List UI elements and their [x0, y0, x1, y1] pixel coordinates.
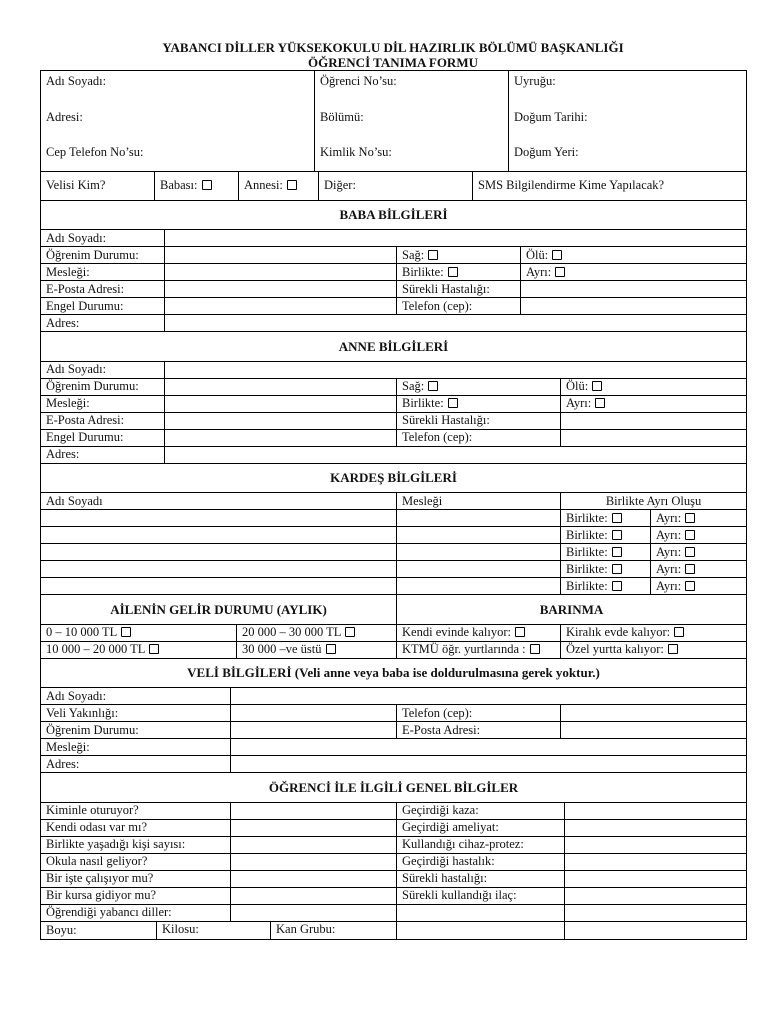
checkbox[interactable]: [612, 547, 622, 557]
checkbox[interactable]: [326, 644, 336, 654]
mother-email-field[interactable]: [165, 412, 397, 429]
guardian-address-field[interactable]: [231, 756, 747, 773]
housing-rented-option[interactable]: Kiralık evde kalıyor:: [561, 624, 747, 641]
income-option-10000-20000[interactable]: 10 000 – 20 000 TL: [41, 641, 237, 658]
commute-label: Okula nasıl geliyor?: [41, 853, 231, 870]
housing-private-dorm-option[interactable]: Özel yurtta kalıyor:: [561, 641, 747, 658]
checkbox[interactable]: [668, 644, 678, 654]
table-row: [41, 561, 747, 578]
mother-job-field[interactable]: [165, 395, 397, 412]
father-phone-label: Telefon (cep):: [397, 298, 521, 315]
sibling-separate-option[interactable]: Ayrı:: [651, 527, 747, 544]
guardian-other-field[interactable]: Diğer:: [319, 172, 473, 200]
past-illness-label: Geçirdiği hastalık:: [397, 853, 565, 870]
student-name-label: Adı Soyadı:: [46, 74, 107, 88]
chronic-illness-label: Sürekli hastalığı:: [397, 870, 565, 887]
mother-alive-option[interactable]: Sağ:: [397, 378, 561, 395]
mother-education-field[interactable]: [165, 378, 397, 395]
sibling-name-field[interactable]: [41, 561, 397, 578]
guardian-name-field[interactable]: [231, 688, 747, 705]
sibling-job-field[interactable]: [397, 527, 561, 544]
father-disability-label: Engel Durumu:: [41, 298, 165, 315]
mother-address-label: Adres:: [41, 446, 165, 463]
mother-separate-option[interactable]: Ayrı:: [561, 395, 747, 412]
checkbox[interactable]: [552, 250, 562, 260]
student-id-number-label: Kimlik No’su:: [320, 145, 392, 159]
extra-field[interactable]: [565, 921, 747, 939]
checkbox[interactable]: [428, 250, 438, 260]
sibling-job-field[interactable]: [397, 544, 561, 561]
checkbox[interactable]: [592, 381, 602, 391]
checkbox[interactable]: [612, 581, 622, 591]
mother-deceased-option[interactable]: Ölü:: [561, 378, 747, 395]
form-title: ÖĞRENCİ TANIMA FORMU: [308, 55, 478, 70]
identity-col-1[interactable]: [41, 71, 315, 172]
extra-field[interactable]: [565, 904, 747, 921]
checkbox[interactable]: [674, 627, 684, 637]
table-row: [41, 544, 747, 561]
checkbox[interactable]: [448, 398, 458, 408]
mother-section-header: ANNE BİLGİLERİ: [41, 332, 747, 361]
mother-phone-label: Telefon (cep):: [397, 429, 561, 446]
guardian-info-table: [40, 659, 747, 774]
father-address-label: Adres:: [41, 315, 165, 332]
height-field[interactable]: Boyu:: [41, 921, 157, 939]
student-department-label: Bölümü:: [320, 109, 364, 124]
checkbox[interactable]: [448, 267, 458, 277]
general-info-table: [40, 773, 747, 940]
checkbox[interactable]: [149, 644, 159, 654]
guardian-education-label: Öğrenim Durumu:: [41, 722, 231, 739]
sibling-together-option[interactable]: Birlikte:: [561, 527, 651, 544]
lives-with-field[interactable]: [231, 802, 397, 819]
father-email-field[interactable]: [165, 281, 397, 298]
sibling-job-column-header: Mesleği: [397, 493, 561, 510]
form-page: [40, 40, 746, 940]
sibling-separate-option[interactable]: Ayrı:: [651, 578, 747, 595]
income-option-30000-plus[interactable]: 30 000 –ve üstü: [237, 641, 397, 658]
accident-field[interactable]: [565, 802, 747, 819]
mother-chronic-field[interactable]: [561, 412, 747, 429]
student-address-label: Adresi:: [46, 109, 83, 124]
mother-info-table: [40, 332, 747, 464]
guardian-select-table: [40, 172, 747, 201]
weight-bloodtype-cell: [157, 921, 397, 939]
checkbox[interactable]: [612, 513, 622, 523]
guardian-job-label: Mesleği:: [41, 739, 231, 756]
guardian-mother-option[interactable]: Annesi:: [239, 172, 319, 200]
guardian-name-label: Adı Soyadı:: [41, 688, 231, 705]
sibling-separate-option[interactable]: Ayrı:: [651, 544, 747, 561]
course-label: Bir kursa gidiyor mu?: [41, 887, 231, 904]
sibling-job-field[interactable]: [397, 561, 561, 578]
siblings-section-header: KARDEŞ BİLGİLERİ: [41, 464, 747, 493]
father-job-field[interactable]: [165, 264, 397, 281]
mother-name-field[interactable]: [165, 361, 747, 378]
checkbox[interactable]: [685, 564, 695, 574]
sibling-separate-option[interactable]: Ayrı:: [651, 510, 747, 527]
sibling-separate-option[interactable]: Ayrı:: [651, 561, 747, 578]
sibling-name-field[interactable]: [41, 578, 397, 595]
father-email-label: E-Posta Adresi:: [41, 281, 165, 298]
checkbox[interactable]: [428, 381, 438, 391]
father-chronic-field[interactable]: [521, 281, 747, 298]
checkbox[interactable]: [515, 627, 525, 637]
sibling-together-option[interactable]: Birlikte:: [561, 544, 651, 561]
mother-education-label: Öğrenim Durumu:: [41, 378, 165, 395]
mother-job-label: Mesleği:: [41, 395, 165, 412]
father-name-field[interactable]: [165, 230, 747, 247]
student-identity-table: [40, 70, 747, 172]
blood-type-field[interactable]: Kan Grubu:: [276, 921, 336, 936]
own-room-label: Kendi odası var mı?: [41, 819, 231, 836]
father-together-option[interactable]: Birlikte:: [397, 264, 521, 281]
father-separate-option[interactable]: Ayrı:: [521, 264, 747, 281]
table-row: [41, 510, 747, 527]
birth-place-label: Doğum Yeri:: [514, 145, 579, 159]
checkbox[interactable]: [685, 581, 695, 591]
identity-col-2[interactable]: [315, 71, 509, 172]
mother-together-option[interactable]: Birlikte:: [397, 395, 561, 412]
checkbox[interactable]: [685, 513, 695, 523]
checkbox[interactable]: [121, 627, 131, 637]
form-title-institution: YABANCI DİLLER YÜKSEKOKULU DİL HAZIRLIK BÖLÜMÜ BAŞKANLIĞI: [162, 40, 624, 55]
mother-phone-field[interactable]: [561, 429, 747, 446]
mother-email-label: E-Posta Adresi:: [41, 412, 165, 429]
household-count-label: Birlikte yaşadığı kişi sayısı:: [41, 836, 231, 853]
course-field[interactable]: [231, 887, 397, 904]
table-row: [41, 527, 747, 544]
accident-label: Geçirdiği kaza:: [397, 802, 565, 819]
commute-field[interactable]: [231, 853, 397, 870]
father-section-header: BABA BİLGİLERİ: [41, 201, 747, 230]
table-row: [41, 578, 747, 595]
mother-chronic-label: Sürekli Hastalığı:: [397, 412, 561, 429]
chronic-illness-field[interactable]: [565, 870, 747, 887]
income-section-header: AİLENİN GELİR DURUMU (AYLIK): [41, 595, 397, 624]
checkbox[interactable]: [612, 564, 622, 574]
checkbox[interactable]: [202, 180, 212, 190]
guardian-job-field[interactable]: [231, 739, 747, 756]
father-phone-field[interactable]: [521, 298, 747, 315]
checkbox[interactable]: [685, 547, 695, 557]
sibling-status-column-header: Birlikte Ayrı Oluşu: [561, 493, 747, 510]
surgery-field[interactable]: [565, 819, 747, 836]
surgery-label: Geçirdiği ameliyat:: [397, 819, 565, 836]
sibling-together-option[interactable]: Birlikte:: [561, 561, 651, 578]
lives-with-label: Kiminle oturuyor?: [41, 802, 231, 819]
guardian-phone-label: Telefon (cep):: [397, 705, 561, 722]
identity-col-3[interactable]: [509, 71, 747, 172]
guardian-relation-label: Veli Yakınlığı:: [41, 705, 231, 722]
income-housing-table: [40, 595, 747, 659]
past-illness-field[interactable]: [565, 853, 747, 870]
mother-address-field[interactable]: [165, 446, 747, 463]
languages-label: Öğrendiği yabancı diller:: [41, 904, 231, 921]
guardian-father-option[interactable]: Babası:: [155, 172, 239, 200]
device-prosthesis-field[interactable]: [565, 836, 747, 853]
checkbox[interactable]: [612, 530, 622, 540]
sibling-together-option[interactable]: Birlikte:: [561, 510, 651, 527]
father-job-label: Mesleği:: [41, 264, 165, 281]
checkbox[interactable]: [530, 644, 540, 654]
nationality-label: Uyruğu:: [514, 74, 556, 88]
mother-disability-field[interactable]: [165, 429, 397, 446]
household-count-field[interactable]: [231, 836, 397, 853]
student-phone-label: Cep Telefon No’su:: [46, 145, 144, 159]
father-education-label: Öğrenim Durumu:: [41, 247, 165, 264]
own-room-field[interactable]: [231, 819, 397, 836]
checkbox[interactable]: [595, 398, 605, 408]
checkbox[interactable]: [287, 180, 297, 190]
sms-recipient-field[interactable]: SMS Bilgilendirme Kime Yapılacak?: [473, 172, 747, 200]
general-section-header: ÖĞRENCİ İLE İLGİLİ GENEL BİLGİLER: [41, 773, 747, 802]
father-chronic-label: Sürekli Hastalığı:: [397, 281, 521, 298]
weight-field[interactable]: Kilosu:: [157, 922, 271, 939]
housing-own-home-option[interactable]: Kendi evinde kalıyor:: [397, 624, 561, 641]
checkbox[interactable]: [555, 267, 565, 277]
guardian-education-field[interactable]: [231, 722, 397, 739]
guardian-email-field[interactable]: [561, 722, 747, 739]
checkbox[interactable]: [685, 530, 695, 540]
sibling-name-field[interactable]: [41, 527, 397, 544]
guardian-who-label: Velisi Kim?: [41, 172, 155, 200]
housing-section-header: BARINMA: [397, 595, 747, 624]
guardian-relation-field[interactable]: [231, 705, 397, 722]
housing-ktmu-dorm-option[interactable]: KTMÜ öğr. yurtlarında :: [397, 641, 561, 658]
extra-field-label[interactable]: [397, 921, 565, 939]
mother-disability-label: Engel Durumu:: [41, 429, 165, 446]
mother-name-label: Adı Soyadı:: [41, 361, 165, 378]
extra-field-label[interactable]: [397, 904, 565, 921]
employment-label: Bir işte çalışıyor mu?: [41, 870, 231, 887]
checkbox[interactable]: [345, 627, 355, 637]
father-address-field[interactable]: [165, 315, 747, 332]
sibling-name-column-header: Adı Soyadı: [41, 493, 397, 510]
income-option-20000-30000[interactable]: 20 000 – 30 000 TL: [237, 624, 397, 641]
siblings-table: [40, 464, 747, 596]
student-number-label: Öğrenci No’su:: [320, 74, 397, 88]
medication-label: Sürekli kullandığı ilaç:: [397, 887, 565, 904]
sibling-job-field[interactable]: [397, 578, 561, 595]
sibling-name-field[interactable]: [41, 510, 397, 527]
medication-field[interactable]: [565, 887, 747, 904]
languages-field[interactable]: [231, 904, 397, 921]
guardian-address-label: Adres:: [41, 756, 231, 773]
father-info-table: [40, 201, 747, 333]
father-education-field[interactable]: [165, 247, 397, 264]
employment-field[interactable]: [231, 870, 397, 887]
device-prosthesis-label: Kullandığı cihaz-protez:: [397, 836, 565, 853]
guardian-phone-field[interactable]: [561, 705, 747, 722]
sibling-name-field[interactable]: [41, 544, 397, 561]
guardian-section-header: VELİ BİLGİLERİ (Veli anne veya baba ise doldurulmasına gerek yoktur.): [41, 659, 747, 688]
sibling-job-field[interactable]: [397, 510, 561, 527]
father-alive-option[interactable]: Sağ:: [397, 247, 521, 264]
father-deceased-option[interactable]: Ölü:: [521, 247, 747, 264]
birth-date-label: Doğum Tarihi:: [514, 109, 588, 124]
guardian-email-label: E-Posta Adresi:: [397, 722, 561, 739]
sibling-together-option[interactable]: Birlikte:: [561, 578, 651, 595]
income-option-0-10000[interactable]: 0 – 10 000 TL: [41, 624, 237, 641]
father-name-label: Adı Soyadı:: [41, 230, 165, 247]
father-disability-field[interactable]: [165, 298, 397, 315]
